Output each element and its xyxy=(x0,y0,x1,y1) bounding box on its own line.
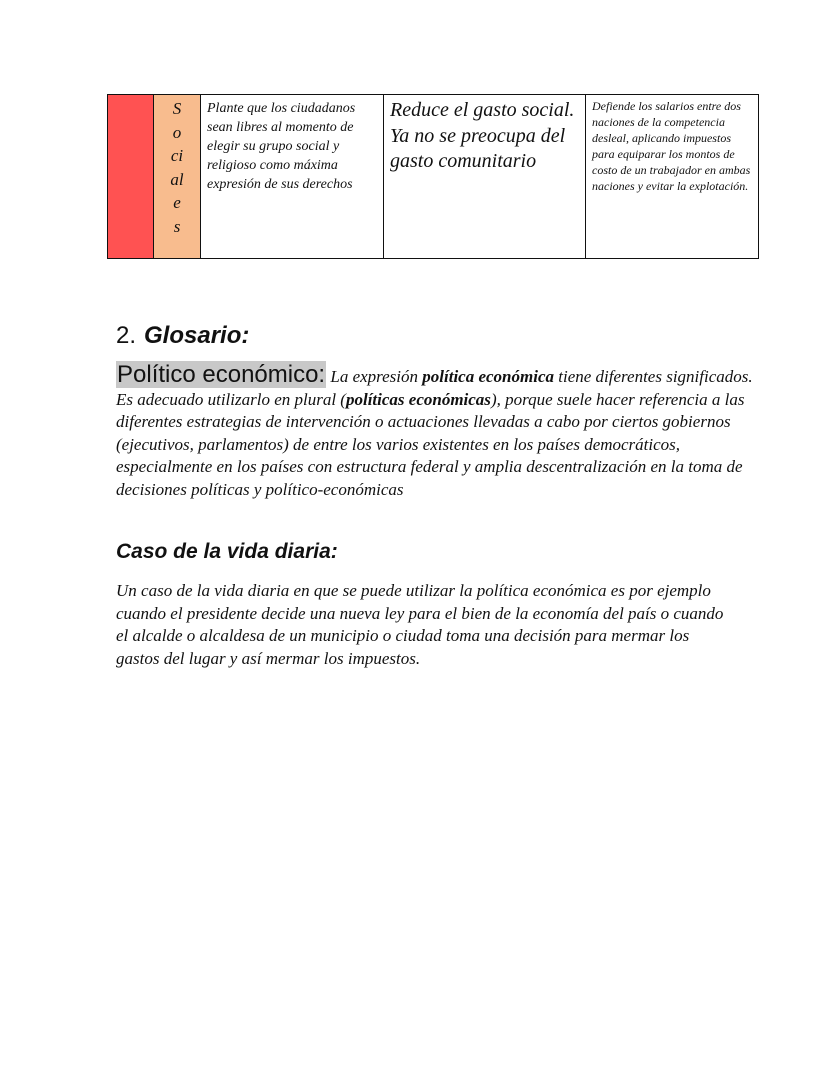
table-cell xyxy=(586,95,759,259)
glossary-bold-text: política económica xyxy=(422,367,555,386)
glossary-text: tiene diferentes significados. Es adecuado utilizarlo en plural ( xyxy=(116,367,753,409)
table-cell xyxy=(384,95,586,259)
table-cell xyxy=(201,95,384,259)
vertical-letter: S xyxy=(172,99,182,118)
cell-text: Defiende los salarios entre dos naciones de la competencia desleal, aplicando impuestos para equiparar los montos de costo de un trabajador en ambas naciones y evitar la explotación. xyxy=(592,99,751,193)
section-number: 2. xyxy=(116,322,137,349)
section-heading xyxy=(116,322,249,350)
vertical-letter: s xyxy=(173,216,181,236)
glossary-term: Político económico: xyxy=(117,361,326,388)
vertical-label-cell xyxy=(154,95,201,259)
cell-text: Plante que los ciudadanos sean libres al momento de elegir su grupo social y religioso como máxima expresión de sus derechos xyxy=(207,101,356,192)
table-row xyxy=(108,95,759,259)
example-heading: Caso de la vida diaria: xyxy=(116,540,338,563)
vertical-letter: al xyxy=(170,169,184,189)
section-title: Glosario: xyxy=(144,322,250,349)
vertical-letter: ci xyxy=(170,146,184,165)
comparison-table xyxy=(107,94,759,259)
vertical-label xyxy=(154,95,200,238)
vertical-letter: o xyxy=(172,122,182,142)
glossary-text: La expresión xyxy=(326,367,423,386)
example-paragraph: Un caso de la vida diaria en que se puede utilizar la política económica es por ejemplo cuando el presidente decide una nueva ley para el bien de la economía del país o cuando el alcalde o alcaldesa de un municipio o ciudad toma una decisión para mermar los gastos del lugar y así mermar los impuestos. xyxy=(116,581,724,668)
cell-text: Reduce el gasto social. Ya no se preocupa del gasto comunitario xyxy=(390,99,575,172)
vertical-letter: e xyxy=(173,193,181,212)
glossary-bold-text: políticas económicas xyxy=(345,389,491,409)
glossary-paragraph xyxy=(116,361,756,501)
red-cell xyxy=(108,95,154,259)
glossary-text: ), porque suele hacer referencia a las diferentes estrategias de intervención o actuaciones llevadas a cabo por ciertos gobiernos (ejecutivos, parlamentos) de entre los varios existentes en los países democráticos, especialmente en los países con estructura federal y amplia descentralización en la toma de decisiones políticas y político-económicas xyxy=(116,389,745,499)
